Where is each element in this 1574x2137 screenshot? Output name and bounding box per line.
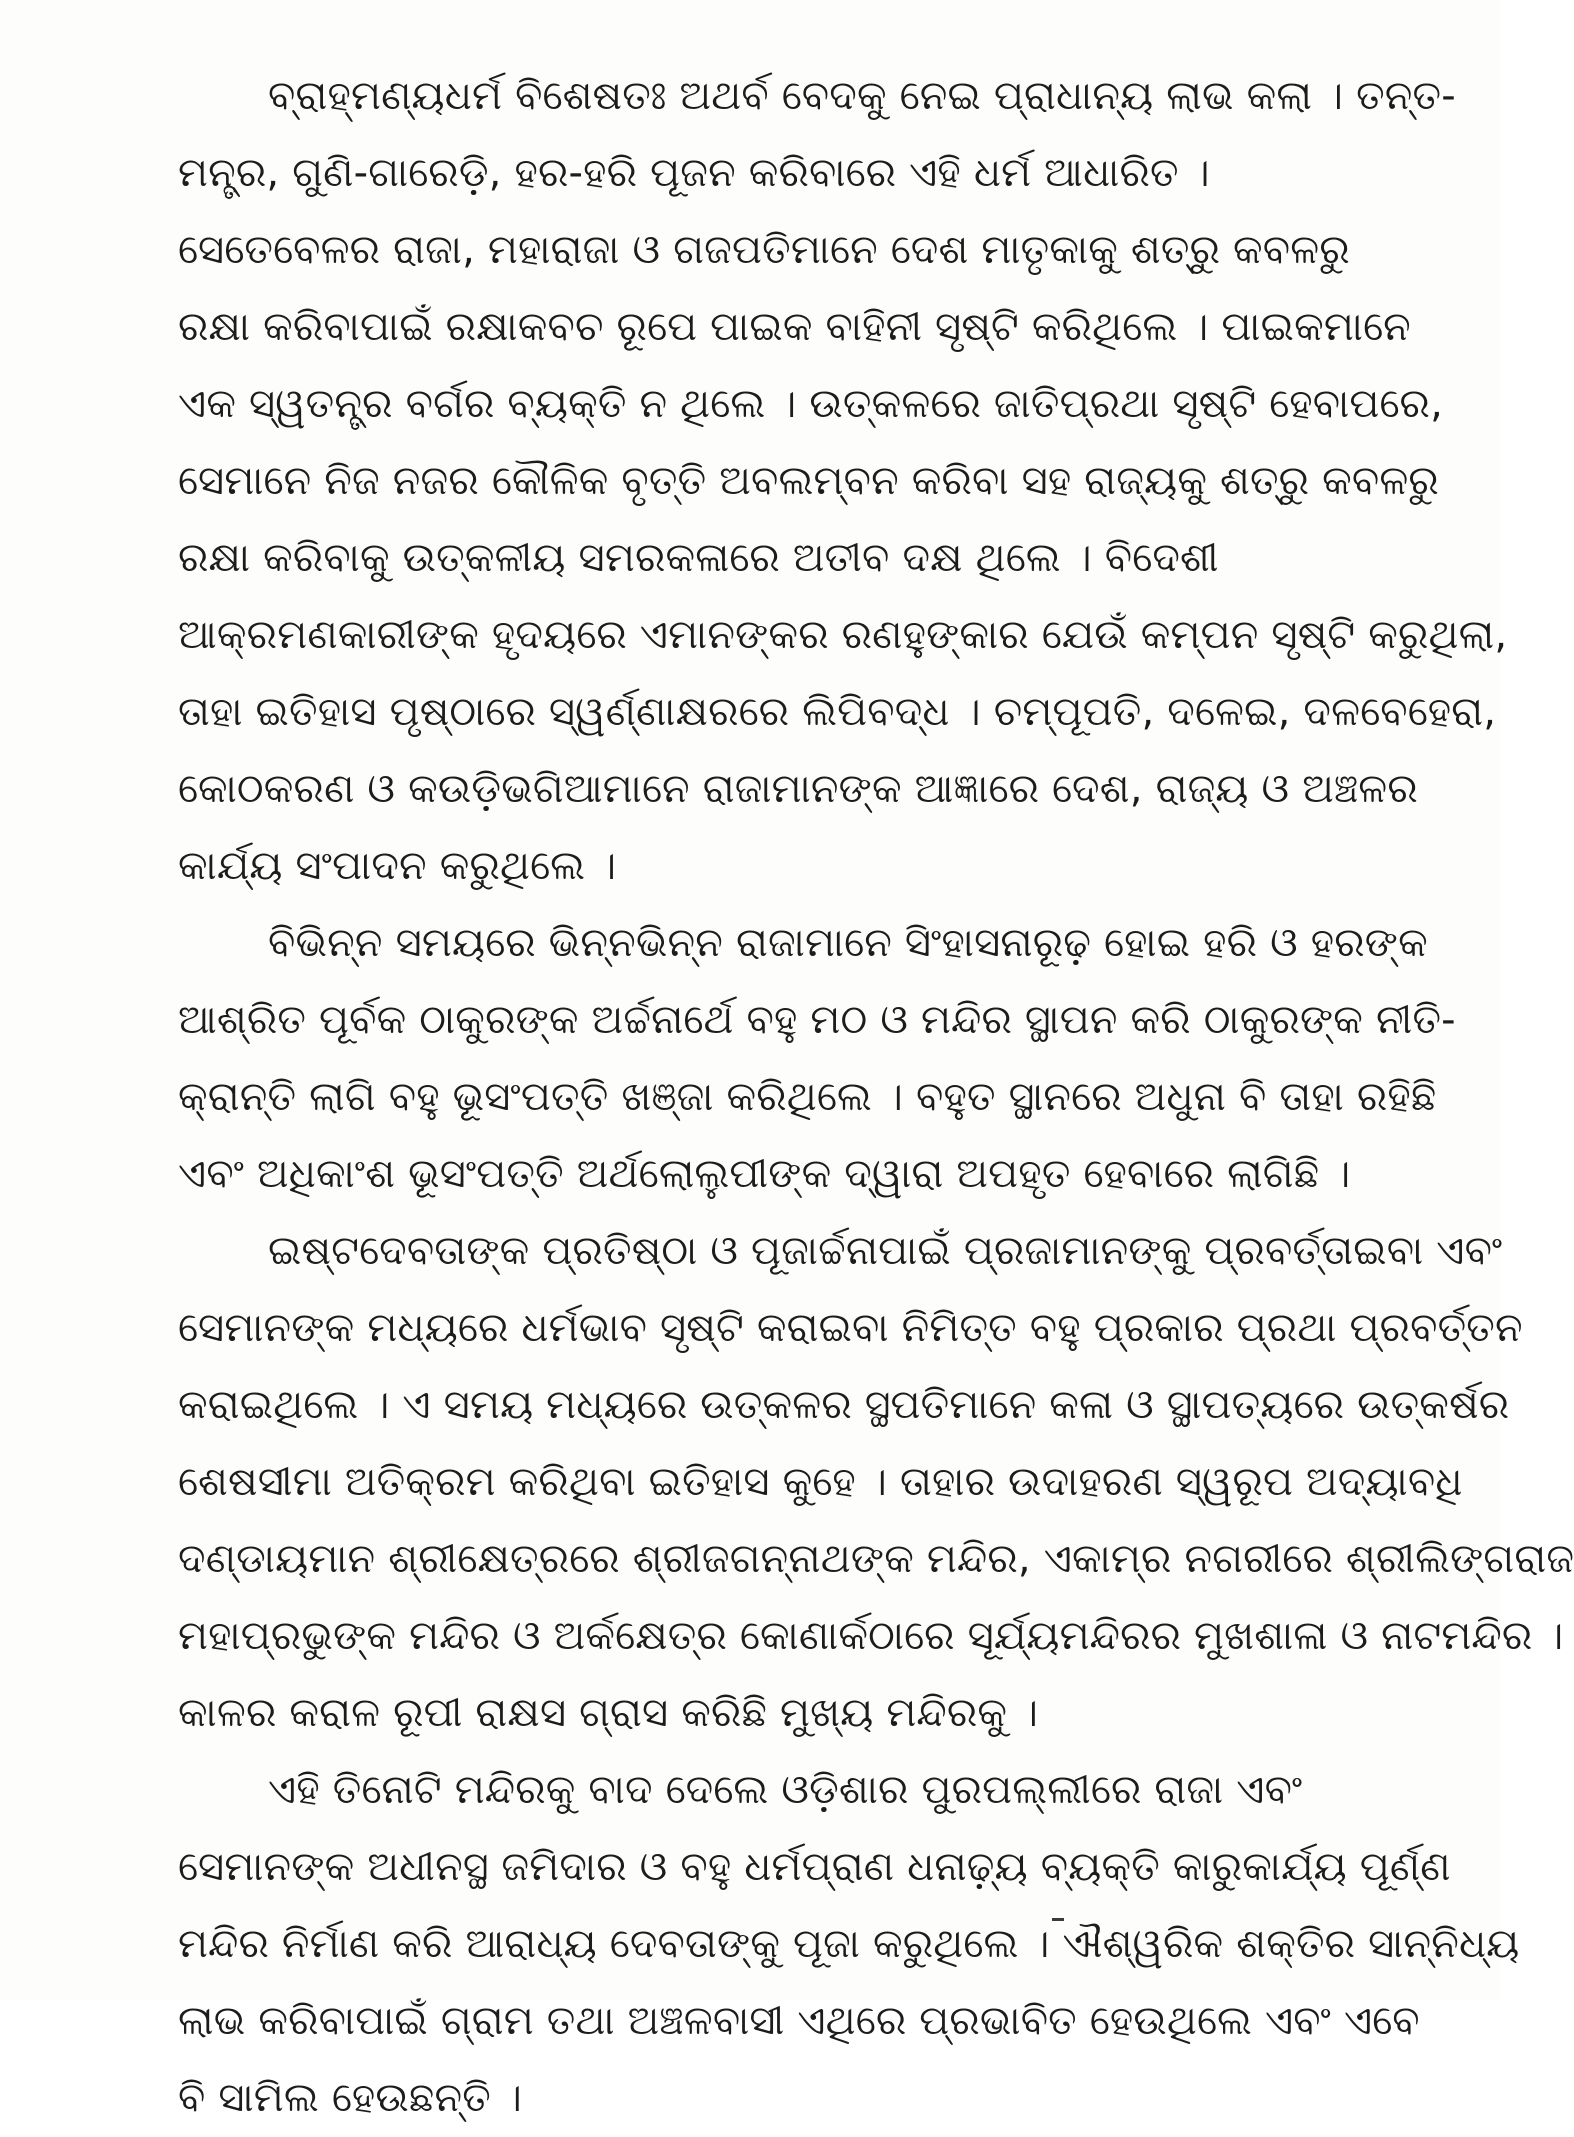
- page-dash-mark: [1052, 1918, 1064, 1921]
- paragraph-1-line-8: ଆକ୍ରମଣକାରୀଙ୍କ ହୃଦୟରେ ଏମାନଙ୍କର ରଣହୁଙ୍କାର ଯେଉଁ କମ୍ପନ ସୃଷ୍ଟି କରୁଥିଲା,: [178, 612, 1508, 658]
- paragraph-1-line-5: ଏକ ସ୍ୱତନ୍ତ୍ର ବର୍ଗର ବ୍ୟକ୍ତି ନ ଥିଲେ । ଉତ୍କଳରେ ଜାତିପ୍ରଥା ସୃଷ୍ଟି ହେବାପରେ,: [178, 381, 1443, 427]
- paragraph-3-line-1: ଇଷ୍ଟଦେବତାଙ୍କ ପ୍ରତିଷ୍ଠା ଓ ପୂଜାର୍ଚ୍ଚନାପାଇଁ ପ୍ରଜାମାନଙ୍କୁ ପ୍ରବର୍ତ୍ତାଇବା ଏବଂ: [268, 1228, 1503, 1274]
- paragraph-3-line-5: ଦଣ୍ଡାୟମାନ ଶ୍ରୀକ୍ଷେତ୍ରରେ ଶ୍ରୀଜଗନ୍ନାଥଙ୍କ ମନ୍ଦିର, ଏକାମ୍ର ନଗରୀରେ ଶ୍ରୀଲିଙ୍ଗରାଜ: [178, 1536, 1574, 1582]
- paragraph-1-line-7: ରକ୍ଷା କରିବାକୁ ଉତ୍କଳୀୟ ସମରକଳାରେ ଅତୀବ ଦକ୍ଷ ଥିଲେ । ବିଦେଶୀ: [178, 535, 1219, 581]
- paragraph-4-line-5: ବି ସାମିଲ ହେଉଛନ୍ତି ।: [178, 2075, 523, 2121]
- paragraph-1-line-10: କୋଠକରଣ ଓ କଉଡ଼ିଭଗିଆମାନେ ରାଜାମାନଙ୍କ ଆଜ୍ଞାରେ ଦେଶ, ରାଜ୍ୟ ଓ ଅଞ୍ଚଳର: [178, 766, 1418, 812]
- paragraph-3-line-3: କରାଇଥିଲେ । ଏ ସମୟ ମଧ୍ୟରେ ଉତ୍କଳର ସ୍ଥପତିମାନେ କଳା ଓ ସ୍ଥାପତ୍ୟରେ ଉତ୍କର୍ଷର: [178, 1382, 1510, 1428]
- paragraph-2-line-2: ଆଶ୍ରିତ ପୂର୍ବକ ଠାକୁରଙ୍କ ଅର୍ଚ୍ଚନାର୍ଥେ ବହୁ ମଠ ଓ ମନ୍ଦିର ସ୍ଥାପନ କରି ଠାକୁରଙ୍କ ନୀତି-: [178, 997, 1456, 1043]
- paragraph-1-line-2: ମନ୍ତ୍ର, ଗୁଣି-ଗାରେଡ଼ି, ହର-ହରି ପୂଜନ କରିବାରେ ଏହି ଧର୍ମ ଆଧାରିତ ।: [178, 150, 1210, 196]
- paragraph-3-line-7: କାଳର କରାଳ ରୂପୀ ରାକ୍ଷସ ଗ୍ରାସ କରିଛି ମୁଖ୍ୟ ମନ୍ଦିରକୁ ।: [178, 1690, 1039, 1736]
- paragraph-4-line-1: ଏହି ତିନୋଟି ମନ୍ଦିରକୁ ବାଦ ଦେଲେ ଓଡ଼ିଶାର ପୁରପଲ୍ଲୀରେ ରାଜା ଏବଂ: [268, 1767, 1303, 1813]
- paragraph-2-line-1: ବିଭିନ୍ନ ସମୟରେ ଭିନ୍ନଭିନ୍ନ ରାଜାମାନେ ସିଂହାସନାରୂଢ଼ ହୋଇ ହରି ଓ ହରଙ୍କ: [268, 920, 1428, 966]
- paragraph-1-line-11: କାର୍ଯ୍ୟ ସଂପାଦନ କରୁଥିଲେ ।: [178, 843, 617, 889]
- paragraph-1-line-6: ସେମାନେ ନିଜ ନଜର କୌଳିକ ବୃତ୍ତି ଅବଲମ୍ବନ କରିବା ସହ ରାଜ୍ୟକୁ ଶତ୍ରୁ କବଳରୁ: [178, 458, 1439, 504]
- document-body: [178, 58, 1574, 2137]
- paragraph-1-line-3: ସେତେବେଳର ରାଜା, ମହାରାଜା ଓ ଗଜପତିମାନେ ଦେଶ ମାତୃକାକୁ ଶତ୍ରୁ କବଳରୁ: [178, 227, 1350, 273]
- paragraph-4-line-4: ଲାଭ କରିବାପାଇଁ ଗ୍ରାମ ତଥା ଅଞ୍ଚଳବାସୀ ଏଥିରେ ପ୍ରଭାବିତ ହେଉଥିଲେ ଏବଂ ଏବେ: [178, 1998, 1420, 2044]
- paragraph-4-line-2: ସେମାନଙ୍କ ଅଧୀନସ୍ଥ ଜମିଦାର ଓ ବହୁ ଧର୍ମପ୍ରାଣ ଧନାଢ଼୍ୟ ବ୍ୟକ୍ତି କାରୁକାର୍ଯ୍ୟ ପୂର୍ଣ୍ଣ: [178, 1844, 1451, 1890]
- paragraph-3-line-4: ଶେଷସୀମା ଅତିକ୍ରମ କରିଥିବା ଇତିହାସ କୁହେ । ତାହାର ଉଦାହରଣ ସ୍ୱରୂପ ଅଦ୍ୟାବଧି: [178, 1459, 1463, 1505]
- paragraph-2-line-4: ଏବଂ ଅଧିକାଂଶ ଭୂସଂପତ୍ତି ଅର୍ଥଲୋଲୁପୀଙ୍କ ଦ୍ୱାରା ଅପହୃତ ହେବାରେ ଲାଗିଛି ।: [178, 1151, 1351, 1197]
- paragraph-1-line-1: ବ୍ରାହ୍ମଣ୍ୟଧର୍ମ ବିଶେଷତଃ ଅଥର୍ବ ବେଦକୁ ନେଇ ପ୍ରାଧାନ୍ୟ ଲାଭ କଲା । ତନ୍ତ-: [268, 73, 1456, 119]
- paragraph-3-line-6: ମହାପ୍ରଭୁଙ୍କ ମନ୍ଦିର ଓ ଅର୍କକ୍ଷେତ୍ର କୋଣାର୍କଠାରେ ସୂର୍ଯ୍ୟମନ୍ଦିରର ମୁଖଶାଳା ଓ ନାଟମନ୍ଦିର ।: [178, 1613, 1564, 1659]
- paragraph-3-line-2: ସେମାନଙ୍କ ମଧ୍ୟରେ ଧର୍ମଭାବ ସୃଷ୍ଟି କରାଇବା ନିମିତ୍ତ ବହୁ ପ୍ରକାର ପ୍ରଥା ପ୍ରବର୍ତ୍ତନ: [178, 1305, 1523, 1351]
- paragraph-2-line-3: କ୍ରାନ୍ତି ଲାଗି ବହୁ ଭୂସଂପତ୍ତି ଖଞ୍ଜା କରିଥିଲେ । ବହୁତ ସ୍ଥାନରେ ଅଧୁନା ବି ତାହା ରହିଛି: [178, 1074, 1437, 1120]
- paragraph-4-line-3: ମନ୍ଦିର ନିର୍ମାଣ କରି ଆରାଧ୍ୟ ଦେବତାଙ୍କୁ ପୂଜା କରୁଥିଲେ । ଐଶ୍ୱରିକ ଶକ୍ତିର ସାନ୍ନିଧ୍ୟ: [178, 1921, 1520, 1967]
- paragraph-1-line-4: ରକ୍ଷା କରିବାପାଇଁ ରକ୍ଷାକବଚ ରୂପେ ପାଇକ ବାହିନୀ ସୃଷ୍ଟି କରିଥିଲେ । ପାଇକମାନେ: [178, 304, 1411, 350]
- paragraph-1-line-9: ତାହା ଇତିହାସ ପୃଷ୍ଠାରେ ସ୍ୱର୍ଣ୍ଣାକ୍ଷରରେ ଲିପିବଦ୍ଧ । ଚମ୍ପୂପତି, ଦଳେଇ, ଦଳବେହେରା,: [178, 689, 1497, 735]
